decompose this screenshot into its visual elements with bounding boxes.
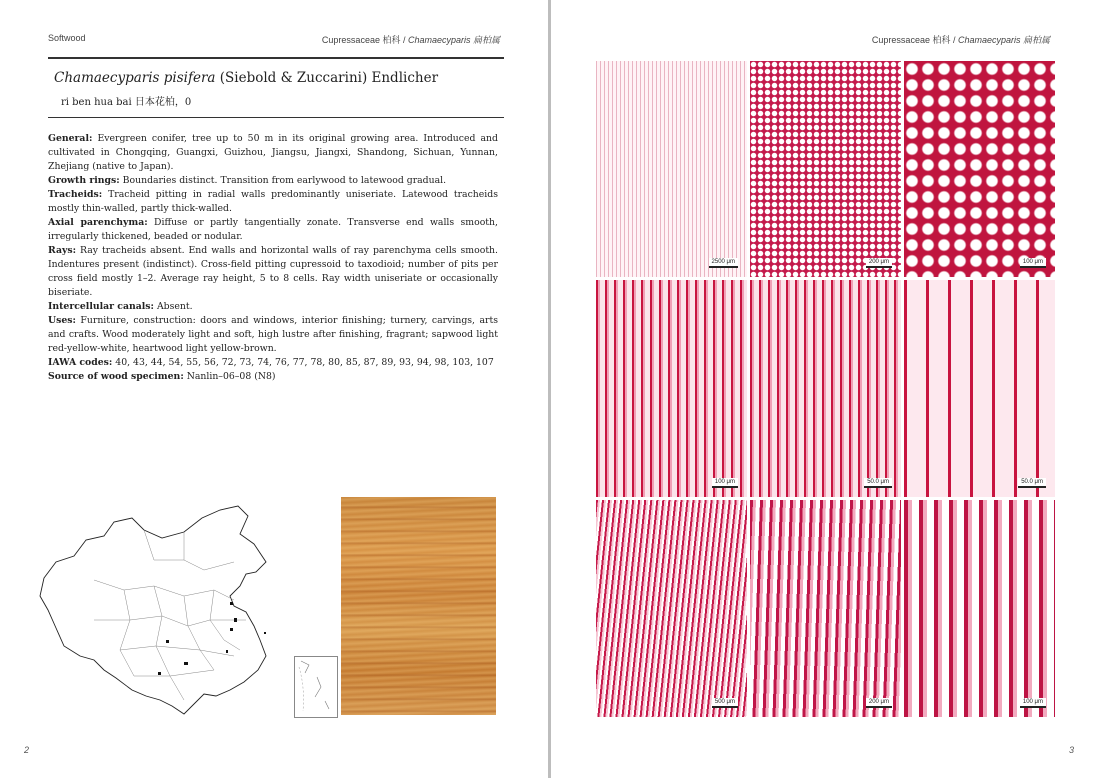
desc-growth-rings: Growth rings: Boundaries distinct. Transition from earlywood to latewood gradual. bbox=[48, 175, 447, 186]
desc-tracheids: Tracheids: Tracheid pitting in radial walls predominantly uniseriate. Latewood tracheids mostly thin-walled, partly thick-walled. bbox=[48, 189, 498, 214]
running-header-right bbox=[322, 33, 500, 46]
header-genus-right: Chamaecyparis 扁柏属 bbox=[957, 35, 1050, 45]
desc-uses: Uses: Furniture, construction: doors and windows, interior finishing; turnery, carvings, arts and crafts. Wood moderately light and soft, high lustre after finishing, fragrant; sapwood light red-yellow-white, heartwood light yellow-brown. bbox=[48, 315, 498, 354]
south-china-sea-inset bbox=[294, 656, 338, 718]
micrograph-radial-low bbox=[596, 280, 747, 497]
title-top-rule bbox=[48, 57, 504, 59]
micrograph-transverse-high bbox=[904, 61, 1055, 277]
scale-bar-8: 200 μm bbox=[866, 698, 892, 708]
species-title bbox=[54, 70, 438, 86]
right-page bbox=[551, 0, 1098, 778]
micrograph-radial-medium bbox=[750, 280, 901, 497]
scale-bar-4: 100 μm bbox=[712, 478, 738, 488]
micrograph-tangential-medium bbox=[750, 500, 901, 717]
running-header-right-page bbox=[872, 33, 1050, 46]
desc-iawa-codes: IAWA codes: 40, 43, 44, 54, 55, 56, 72, 73, 74, 76, 77, 78, 80, 85, 87, 89, 93, 94, 98, 103, 107 bbox=[48, 357, 494, 368]
species-description bbox=[48, 132, 498, 384]
micrograph-transverse-low bbox=[596, 61, 747, 277]
species-authors: (Siebold & Zuccarini) Endlicher bbox=[215, 70, 439, 86]
header-family: Cupressaceae 柏科 / bbox=[321, 35, 408, 45]
wood-surface-photo bbox=[341, 497, 496, 715]
desc-rays: Rays: Ray tracheids absent. End walls and horizontal walls of ray parenchyma cells smooth. Indentures present (indistinct). Cross-field pitting cupressoid to taxodioid; number of pits per cross field mostly 1–2. Average ray height, 5 to 8 cells. Ray width uniseriate or occasionally biseriate. bbox=[48, 245, 498, 298]
scale-bar-2: 200 μm bbox=[866, 258, 892, 268]
micrograph-transverse-medium bbox=[750, 61, 901, 277]
scale-bar-6: 50.0 μm bbox=[1018, 478, 1046, 488]
distribution-map bbox=[34, 500, 282, 718]
running-header-left: Softwood bbox=[48, 33, 86, 43]
species-name: Chamaecyparis pisifera bbox=[54, 70, 216, 86]
title-bottom-rule bbox=[48, 117, 504, 118]
page-number-right: 3 bbox=[1068, 745, 1074, 755]
desc-source: Source of wood specimen: Nanlin–06–08 (N8) bbox=[48, 371, 276, 382]
desc-general: General: Evergreen conifer, tree up to 50 m in its original growing area. Introduced and cultivated in Chongqing, Guangxi, Guizhou, Jiangsu, Jiangxi, Shandong, Sichuan, Yunnan, Zhejiang (native to Japan). bbox=[48, 133, 498, 172]
header-genus: Chamaecyparis 扁柏属 bbox=[407, 35, 500, 45]
left-page bbox=[0, 0, 548, 778]
scale-bar-1: 2500 μm bbox=[709, 258, 738, 268]
micrograph-radial-high bbox=[904, 280, 1055, 497]
page-number-left: 2 bbox=[24, 745, 30, 755]
scale-bar-9: 100 μm bbox=[1020, 698, 1046, 708]
desc-axial-parenchyma: Axial parenchyma: Diffuse or partly tangentially zonate. Transverse end walls smooth, irregularly thickened, beaded or nodular. bbox=[48, 217, 498, 242]
scale-bar-3: 100 μm bbox=[1020, 258, 1046, 268]
scale-bar-7: 500 μm bbox=[712, 698, 738, 708]
micrograph-tangential-high bbox=[904, 500, 1055, 717]
china-outline bbox=[40, 506, 266, 714]
common-name: ri ben hua bai 日本花柏，0 bbox=[61, 97, 192, 108]
micrograph-tangential-low bbox=[596, 500, 747, 717]
header-family-right: Cupressaceae 柏科 / bbox=[871, 35, 958, 45]
desc-intercellular-canals: Intercellular canals: Absent. bbox=[48, 301, 193, 312]
scale-bar-5: 50.0 μm bbox=[864, 478, 892, 488]
